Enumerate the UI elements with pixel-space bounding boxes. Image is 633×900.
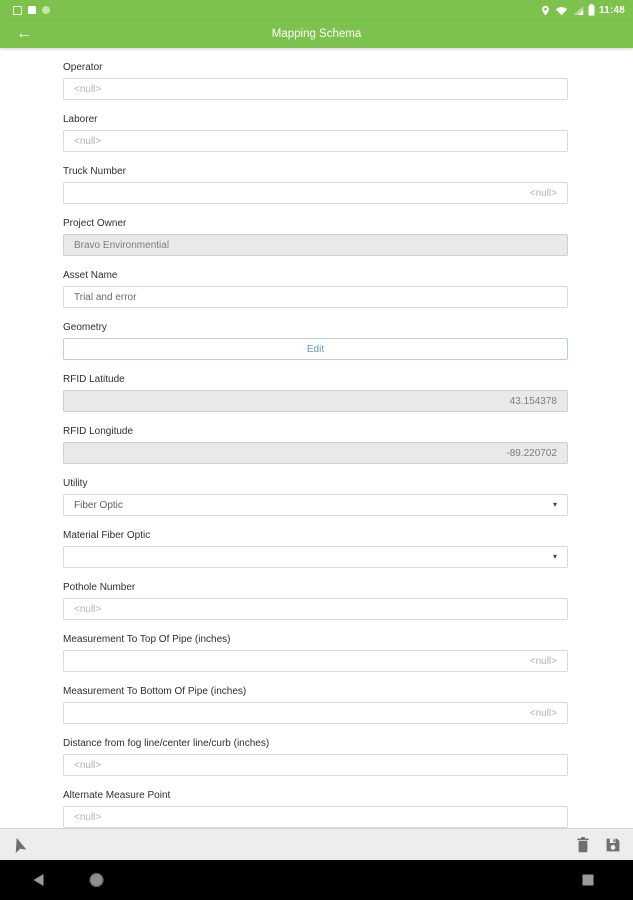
field-label: Pothole Number (63, 582, 136, 593)
field-rfid-latitude (63, 360, 568, 412)
field-truck-number (63, 152, 568, 204)
field-label: RFID Longitude (63, 426, 134, 437)
field-value: 43.154378 (509, 395, 557, 407)
delete-trash-icon[interactable] (575, 836, 591, 854)
status-clock: 11:48 (598, 4, 625, 16)
selected-option: Fiber Optic (74, 499, 123, 511)
alternate-measure-point-input[interactable] (63, 806, 568, 828)
field-label: Measurement To Top Of Pipe (inches) (63, 634, 231, 645)
rfid-latitude-input (63, 390, 568, 412)
bottom-toolbar (0, 828, 633, 860)
status-system-icons (540, 4, 633, 17)
field-distance-fog-line (63, 724, 568, 776)
field-geometry (63, 308, 568, 360)
form-scroll-area[interactable] (0, 48, 633, 828)
notification-square-outline-icon (13, 6, 22, 15)
material-fiber-optic-select[interactable]: ▾ (63, 546, 568, 568)
null-placeholder: <null> (529, 187, 557, 199)
status-notification-icons (0, 6, 50, 15)
field-label: RFID Latitude (63, 374, 125, 385)
utility-select[interactable]: Fiber Optic ▾ (63, 494, 568, 516)
field-label: Material Fiber Optic (63, 530, 151, 541)
back-arrow-icon[interactable]: ← (16, 25, 32, 42)
measurement-bottom-input[interactable] (63, 702, 568, 724)
battery-icon (588, 4, 595, 16)
field-asset-name (63, 256, 568, 308)
status-bar (0, 0, 633, 20)
null-placeholder: <null> (529, 655, 557, 667)
field-laborer (63, 100, 568, 152)
field-label: Operator (63, 62, 103, 73)
edit-button-label: Edit (306, 343, 325, 355)
navigation-arrow-icon[interactable] (10, 836, 28, 854)
distance-fog-line-input[interactable] (63, 754, 568, 776)
notification-square-filled-icon (28, 6, 36, 14)
nav-back-icon[interactable] (32, 873, 45, 887)
null-placeholder: <null> (74, 759, 102, 771)
field-label: Asset Name (63, 270, 118, 281)
project-owner-input (63, 234, 568, 256)
location-pin-icon (540, 4, 551, 17)
operator-input[interactable] (63, 78, 568, 100)
null-placeholder: <null> (74, 83, 102, 95)
field-value: Bravo Environmential (74, 239, 170, 251)
field-measurement-top (63, 620, 568, 672)
field-value: Trial and error (74, 291, 137, 303)
field-rfid-longitude (63, 412, 568, 464)
null-placeholder: <null> (74, 811, 102, 823)
field-alternate-measure-point (63, 776, 568, 828)
field-material-fiber-optic (63, 516, 568, 568)
pothole-number-input[interactable] (63, 598, 568, 620)
null-placeholder: <null> (74, 603, 102, 615)
wifi-icon (555, 5, 568, 16)
save-floppy-icon[interactable] (605, 837, 621, 853)
nav-home-icon[interactable] (88, 872, 105, 889)
field-label: Truck Number (63, 166, 126, 177)
field-value: -89.220702 (506, 447, 557, 459)
field-label: Project Owner (63, 218, 127, 229)
field-project-owner (63, 204, 568, 256)
truck-number-input[interactable] (63, 182, 568, 204)
laborer-input[interactable] (63, 130, 568, 152)
rfid-longitude-input (63, 442, 568, 464)
field-pothole-number (63, 568, 568, 620)
field-label: Measurement To Bottom Of Pipe (inches) (63, 686, 247, 697)
asset-name-input[interactable] (63, 286, 568, 308)
field-utility (63, 464, 568, 516)
cell-signal-icon (572, 5, 584, 16)
null-placeholder: <null> (529, 707, 557, 719)
field-label: Geometry (63, 322, 107, 333)
nav-recents-icon[interactable] (582, 874, 594, 886)
field-measurement-bottom (63, 672, 568, 724)
field-label: Distance from fog line/center line/curb (inches) (63, 738, 270, 749)
app-bar (0, 20, 633, 48)
notification-circle-icon (42, 6, 50, 14)
geometry-edit-button[interactable] (63, 338, 568, 360)
android-navigation-bar (0, 860, 633, 900)
null-placeholder: <null> (74, 135, 102, 147)
field-operator (63, 48, 568, 100)
field-label: Utility (63, 478, 88, 489)
field-label: Alternate Measure Point (63, 790, 171, 801)
field-label: Laborer (63, 114, 98, 125)
page-title: Mapping Schema (271, 28, 362, 40)
measurement-top-input[interactable] (63, 650, 568, 672)
